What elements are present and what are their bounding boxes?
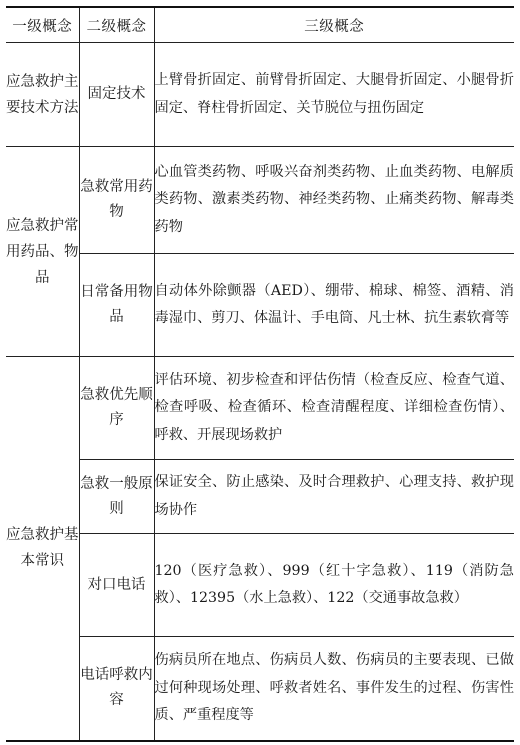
level2-cell: [79, 637, 154, 741]
level2-label: 急救一般原则: [80, 475, 153, 517]
level3-cell: 评估环境、初步检查和评估伤情（检查反应、检查气道、检查呼吸、检查循环、检查清醒程度、详细检查伤情）、呼救、开展现场救护: [154, 357, 514, 460]
table-row: [6, 637, 514, 741]
table-row: [6, 147, 514, 254]
level2-label: 对口电话: [87, 576, 146, 593]
level3-cell: 上臂骨折固定、前臂骨折固定、大腿骨折固定、小腿骨折固定、脊柱骨折固定、关节脱位与扭伤固定: [154, 43, 514, 147]
level2-cell: [79, 460, 154, 534]
level1-label: 应急救护常用药品、物品: [6, 217, 79, 286]
level1-cell: [6, 43, 79, 147]
level2-label: 日常备用物品: [80, 284, 153, 325]
table-row: [6, 357, 514, 460]
table-header-row: [6, 7, 514, 43]
concept-table: [6, 6, 514, 742]
table-row: [6, 534, 514, 637]
level3-cell: 心血管类药物、呼吸兴奋剂类药物、止血类药物、电解质类药物、激素类药物、神经类药物、止痛类药物、解毒类药物: [154, 147, 514, 254]
header-level1: 一级概念: [6, 7, 79, 43]
level3-cell: 伤病员所在地点、伤病员人数、伤病员的主要表现、已做过何种现场处理、呼救者姓名、事件发生的过程、伤害性质、严重程度等: [154, 652, 514, 723]
level2-label: 固定技术: [87, 86, 146, 102]
table-row: [6, 460, 514, 534]
header-level2: 二级概念: [79, 7, 154, 43]
level3-cell: 120（医疗急救）、999（红十字急救）、119（消防急救）、12395（水上急救）、122（交通事故急救）: [154, 534, 514, 637]
level1-cell: [6, 147, 79, 357]
level1-cell: [6, 357, 79, 741]
level2-label: 急救常用药物: [80, 179, 153, 220]
level1-label: 应急救护基本常识: [6, 527, 79, 570]
level1-label: 应急救护主要技术方法: [6, 73, 79, 116]
level2-cell: [79, 357, 154, 460]
level2-cell: [79, 43, 154, 147]
level3-cell: 自动体外除颤器（AED）、绷带、棉球、棉签、酒精、消毒湿巾、剪刀、体温计、手电筒、凡士林、抗生素软膏等: [154, 254, 514, 357]
level2-cell: [79, 534, 154, 637]
table-row: [6, 254, 514, 357]
level2-label: 急救优先顺序: [80, 387, 153, 428]
level2-label: 电话呼救内容: [80, 667, 153, 709]
level3-cell: 保证安全、防止感染、及时合理救护、心理支持、救护现场协作: [154, 460, 514, 534]
level2-cell: [79, 254, 154, 357]
header-level3: 三级概念: [154, 7, 514, 43]
table-row: [6, 43, 514, 147]
level2-cell: [79, 147, 154, 254]
